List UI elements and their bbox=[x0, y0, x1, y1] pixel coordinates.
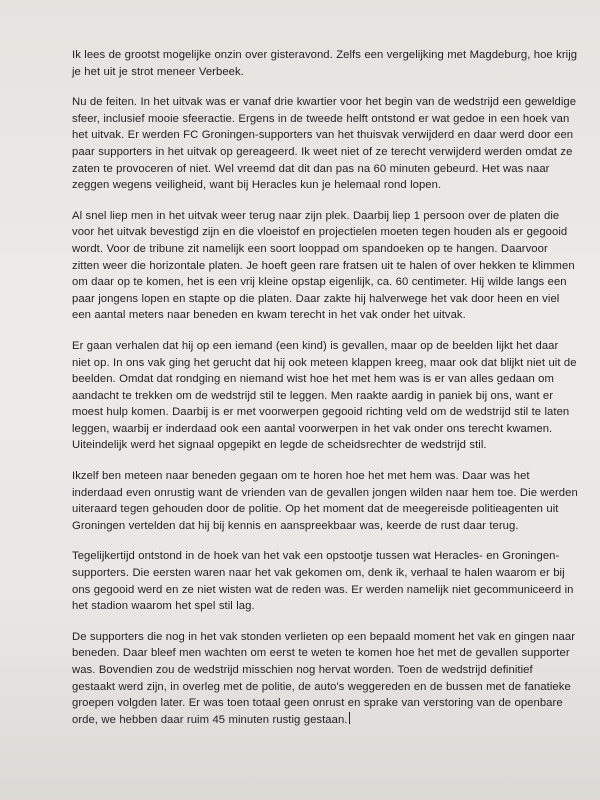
paragraph-departure-text: De supporters die nog in het vak stonden verlieten op een bepaald moment het vak en gingen naar beneden. Daar bleef men wachten om eerst te weten te komen hoe het met de gevallen supporter was. Bovendien zou de wedstrijd misschien nog hervat worden. Toen de wedstrijd definitief gestaakt werd zijn, in overleg met de politie, de auto's weggereden en de bussen met de fanatieke groepen volgden later. Er was toen totaal geen onrust en sprake van verstoring van de openbare orde, we hebben daar ruim 45 minuten rustig gestaan. bbox=[72, 630, 576, 726]
paragraph-facts: Nu de feiten. In het uitvak was er vanaf drie kwartier voor het begin van de wedstrijd een geweldige sfeer, inclusief mooie sfeeractie. Ergens in de tweede helft ontstond er wat gedoe in een hoek van het uitvak. Er werden FC Groningen-supporters van het thuisvak verwijderd en daar werd door een paar supporters in het uitvak op gereageerd. Ik weet niet of ze terecht verwijderd werden omdat ze zaten te provoceren of niet. Wel vreemd dat dit dan pas na 60 minuten gebeurd. Het was naar zeggen wegens veiligheid, want bij Heracles kun je helemaal rond lopen. bbox=[72, 96, 577, 192]
paragraph-fall: Al snel liep men in het uitvak weer terug naar zijn plek. Daarbij liep 1 persoon over de platen die voor het uitvak bevestigd zijn en die vloeistof en projectielen moeten tegen houden als er gegooid wordt. Voor de tribune zit namelijk een soort looppad om spandoeken op te hangen. Daarvoor zitten weer die horizontale platen. Je hoeft geen rare fratsen uit te halen of over hekken te klimmen om daar op te komen, het is een vrij kleine opstap eigenlijk, ca. 60 centimeter. Hij wilde langs een paar jongens lopen en stapte op die platen. Daar zakte hij halverwege het vak door heen en viel een aantal meters naar beneden en kwam terecht in het vak onder het uitvak. bbox=[72, 209, 575, 322]
paragraph-rumours: Er gaan verhalen dat hij op een iemand (een kind) is gevallen, maar op de beelden lijkt het daar niet op. In ons vak ging het gerucht dat hij ook meteen klappen kreeg, maar ook dat blijkt niet uit de beelden. Omdat dat rondging en niemand wist hoe het met hem was is er van alles gedaan om aandacht te trekken om de wedstrijd stil te leggen. Men raakte aardig in paniek bij ons, want er moest hulp komen. Daarbij is er met voorwerpen gegooid richting veld om de wedstrijd stil te laten leggen, waarbij er inderdaad ook een aantal voorwerpen in het vak onder ons terecht kwamen. Uiteindelijk werd het signaal opgepikt en legde de scheidsrechter de wedstrijd stil. bbox=[72, 339, 577, 452]
text-cursor bbox=[349, 712, 350, 724]
document-body[interactable] bbox=[72, 47, 578, 728]
paragraph-scuffle: Tegelijkertijd ontstond in de hoek van het vak een opstootje tussen wat Heracles- en Groningen-supporters. Die eersten waren naar het vak gekomen om, denk ik, verhaal te halen waarom er bij ons gegooid werd en ze niet wisten wat de reden was. Er werden namelijk niet gecommuniceerd in het stadion waarom het spel stil lag. bbox=[72, 550, 574, 613]
paragraph-checked: Ikzelf ben meteen naar beneden gegaan om te horen hoe het met hem was. Daar was het inderdaad even onrustig want de vrienden van de gevallen jongen wilden naar hem toe. Die werden uiteraard tegen gehouden door de politie. Op het moment dat de meegereisde politieagenten uit Groningen vertelden dat hij bij kennis en aanspreekbaar was, keerde de rust daar terug. bbox=[72, 470, 578, 532]
paragraph-departure bbox=[72, 629, 578, 729]
paragraph-intro: Ik lees de grootst mogelijke onzin over gisteravond. Zelfs een vergelijking met Magdeburg, hoe krijg je het uit je strot meneer Verbeek. bbox=[72, 49, 578, 78]
